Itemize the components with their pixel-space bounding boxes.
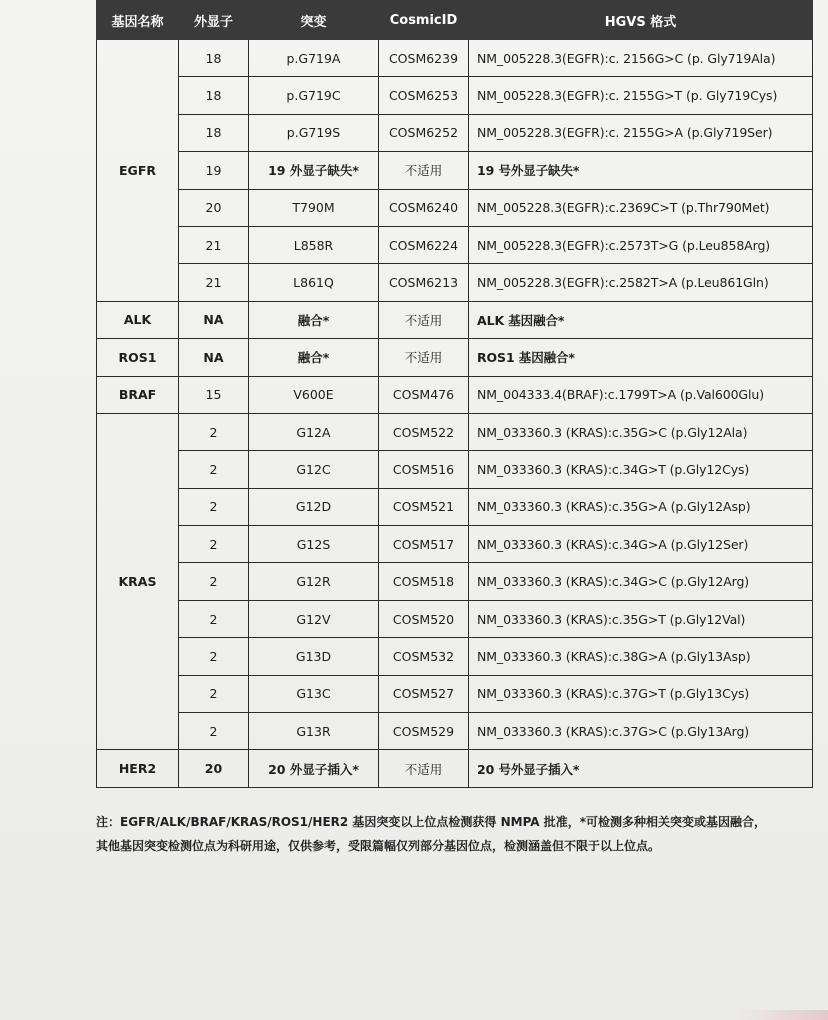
footnote xyxy=(96,810,812,858)
exon-cell: 2 xyxy=(179,600,249,637)
table-row xyxy=(97,488,813,525)
mutation-cell: 20 外显子插入* xyxy=(249,750,379,787)
cosmic-cell: COSM516 xyxy=(379,451,469,488)
hgvs-cell: ROS1 基因融合* xyxy=(469,339,813,376)
exon-cell: 2 xyxy=(179,451,249,488)
gene-cell-braf: BRAF xyxy=(97,376,179,413)
table-row xyxy=(97,713,813,750)
table-row xyxy=(97,152,813,189)
header-hgvs: HGVS 格式 xyxy=(469,1,813,40)
exon-cell: 18 xyxy=(179,77,249,114)
gene-cell-egfr: EGFR xyxy=(97,40,179,302)
hgvs-cell: NM_033360.3 (KRAS):c.37G>T (p.Gly13Cys) xyxy=(469,675,813,712)
footnote-line-1: 注：EGFR/ALK/BRAF/KRAS/ROS1/HER2 基因突变以上位点检测获得 NMPA 批准，*可检测多种相关突变或基因融合， xyxy=(96,815,767,829)
cosmic-cell: COSM520 xyxy=(379,600,469,637)
cosmic-cell: COSM6253 xyxy=(379,77,469,114)
table-row xyxy=(97,600,813,637)
exon-cell: NA xyxy=(179,339,249,376)
hgvs-cell: NM_033360.3 (KRAS):c.34G>A (p.Gly12Ser) xyxy=(469,526,813,563)
mutation-cell: G12D xyxy=(249,488,379,525)
cosmic-cell: COSM529 xyxy=(379,713,469,750)
exon-cell: 21 xyxy=(179,226,249,263)
hgvs-cell: 19 号外显子缺失* xyxy=(469,152,813,189)
exon-cell: 2 xyxy=(179,713,249,750)
header-mutation: 突变 xyxy=(249,1,379,40)
page-corner-shadow xyxy=(738,1010,828,1020)
hgvs-cell: NM_005228.3(EGFR):c. 2155G>A (p.Gly719Ser) xyxy=(469,114,813,151)
table-row xyxy=(97,750,813,787)
hgvs-cell: NM_033360.3 (KRAS):c.35G>C (p.Gly12Ala) xyxy=(469,413,813,450)
cosmic-cell: COSM521 xyxy=(379,488,469,525)
cosmic-cell: COSM532 xyxy=(379,638,469,675)
hgvs-cell: NM_005228.3(EGFR):c. 2156G>C (p. Gly719Ala) xyxy=(469,40,813,77)
hgvs-cell: NM_033360.3 (KRAS):c.35G>T (p.Gly12Val) xyxy=(469,600,813,637)
cosmic-cell: COSM518 xyxy=(379,563,469,600)
hgvs-cell: NM_033360.3 (KRAS):c.38G>A (p.Gly13Asp) xyxy=(469,638,813,675)
hgvs-cell: NM_005228.3(EGFR):c.2582T>A (p.Leu861Gln) xyxy=(469,264,813,301)
hgvs-cell: NM_005228.3(EGFR):c.2573T>G (p.Leu858Arg) xyxy=(469,226,813,263)
cosmic-cell: COSM6239 xyxy=(379,40,469,77)
exon-cell: NA xyxy=(179,301,249,338)
table-row xyxy=(97,563,813,600)
table-row xyxy=(97,264,813,301)
table-row xyxy=(97,189,813,226)
cosmic-cell: COSM517 xyxy=(379,526,469,563)
table-row xyxy=(97,376,813,413)
table-row xyxy=(97,451,813,488)
hgvs-cell: NM_005228.3(EGFR):c.2369C>T (p.Thr790Met) xyxy=(469,189,813,226)
gene-cell-her2: HER2 xyxy=(97,750,179,787)
cosmic-cell: COSM6213 xyxy=(379,264,469,301)
mutation-table xyxy=(96,0,813,788)
exon-cell: 2 xyxy=(179,675,249,712)
mutation-cell: L861Q xyxy=(249,264,379,301)
gene-cell-ros1: ROS1 xyxy=(97,339,179,376)
table-row xyxy=(97,77,813,114)
cosmic-cell: 不适用 xyxy=(379,152,469,189)
exon-cell: 2 xyxy=(179,526,249,563)
exon-cell: 2 xyxy=(179,638,249,675)
table-row xyxy=(97,638,813,675)
hgvs-cell: NM_033360.3 (KRAS):c.34G>T (p.Gly12Cys) xyxy=(469,451,813,488)
mutation-cell: G12V xyxy=(249,600,379,637)
mutation-cell: p.G719C xyxy=(249,77,379,114)
header-gene: 基因名称 xyxy=(97,1,179,40)
cosmic-cell: 不适用 xyxy=(379,750,469,787)
gene-cell-alk: ALK xyxy=(97,301,179,338)
mutation-cell: T790M xyxy=(249,189,379,226)
hgvs-cell: 20 号外显子插入* xyxy=(469,750,813,787)
header-exon: 外显子 xyxy=(179,1,249,40)
hgvs-cell: NM_033360.3 (KRAS):c.35G>A (p.Gly12Asp) xyxy=(469,488,813,525)
exon-cell: 15 xyxy=(179,376,249,413)
mutation-cell: G12R xyxy=(249,563,379,600)
cosmic-cell: COSM6252 xyxy=(379,114,469,151)
mutation-cell: 19 外显子缺失* xyxy=(249,152,379,189)
table-row xyxy=(97,226,813,263)
table-row xyxy=(97,413,813,450)
table-header-row xyxy=(97,1,813,40)
table-row xyxy=(97,40,813,77)
cosmic-cell: COSM6224 xyxy=(379,226,469,263)
exon-cell: 20 xyxy=(179,750,249,787)
mutation-cell: G12A xyxy=(249,413,379,450)
hgvs-cell: NM_005228.3(EGFR):c. 2155G>T (p. Gly719Cys) xyxy=(469,77,813,114)
table-row xyxy=(97,301,813,338)
exon-cell: 2 xyxy=(179,488,249,525)
mutation-cell: p.G719A xyxy=(249,40,379,77)
mutation-cell: G13C xyxy=(249,675,379,712)
mutation-cell: G12S xyxy=(249,526,379,563)
exon-cell: 19 xyxy=(179,152,249,189)
cosmic-cell: COSM522 xyxy=(379,413,469,450)
cosmic-cell: COSM476 xyxy=(379,376,469,413)
table-row xyxy=(97,675,813,712)
cosmic-cell: 不适用 xyxy=(379,339,469,376)
table-row xyxy=(97,526,813,563)
table-row xyxy=(97,114,813,151)
hgvs-cell: ALK 基因融合* xyxy=(469,301,813,338)
exon-cell: 18 xyxy=(179,114,249,151)
table-row xyxy=(97,339,813,376)
exon-cell: 2 xyxy=(179,563,249,600)
header-cosmic-id: CosmicID xyxy=(379,1,469,40)
hgvs-cell: NM_033360.3 (KRAS):c.34G>C (p.Gly12Arg) xyxy=(469,563,813,600)
cosmic-cell: 不适用 xyxy=(379,301,469,338)
exon-cell: 2 xyxy=(179,413,249,450)
hgvs-cell: NM_004333.4(BRAF):c.1799T>A (p.Val600Glu) xyxy=(469,376,813,413)
mutation-cell: V600E xyxy=(249,376,379,413)
hgvs-cell: NM_033360.3 (KRAS):c.37G>C (p.Gly13Arg) xyxy=(469,713,813,750)
exon-cell: 21 xyxy=(179,264,249,301)
mutation-cell: p.G719S xyxy=(249,114,379,151)
mutation-cell: G13D xyxy=(249,638,379,675)
exon-cell: 20 xyxy=(179,189,249,226)
footnote-line-2: 其他基因突变检测位点为科研用途，仅供参考，受限篇幅仅列部分基因位点，检测涵盖但不限于以上位点。 xyxy=(96,839,661,853)
cosmic-cell: COSM527 xyxy=(379,675,469,712)
cosmic-cell: COSM6240 xyxy=(379,189,469,226)
mutation-cell: G13R xyxy=(249,713,379,750)
gene-cell-kras: KRAS xyxy=(97,413,179,750)
mutation-cell: 融合* xyxy=(249,339,379,376)
exon-cell: 18 xyxy=(179,40,249,77)
mutation-cell: G12C xyxy=(249,451,379,488)
mutation-cell: L858R xyxy=(249,226,379,263)
mutation-cell: 融合* xyxy=(249,301,379,338)
